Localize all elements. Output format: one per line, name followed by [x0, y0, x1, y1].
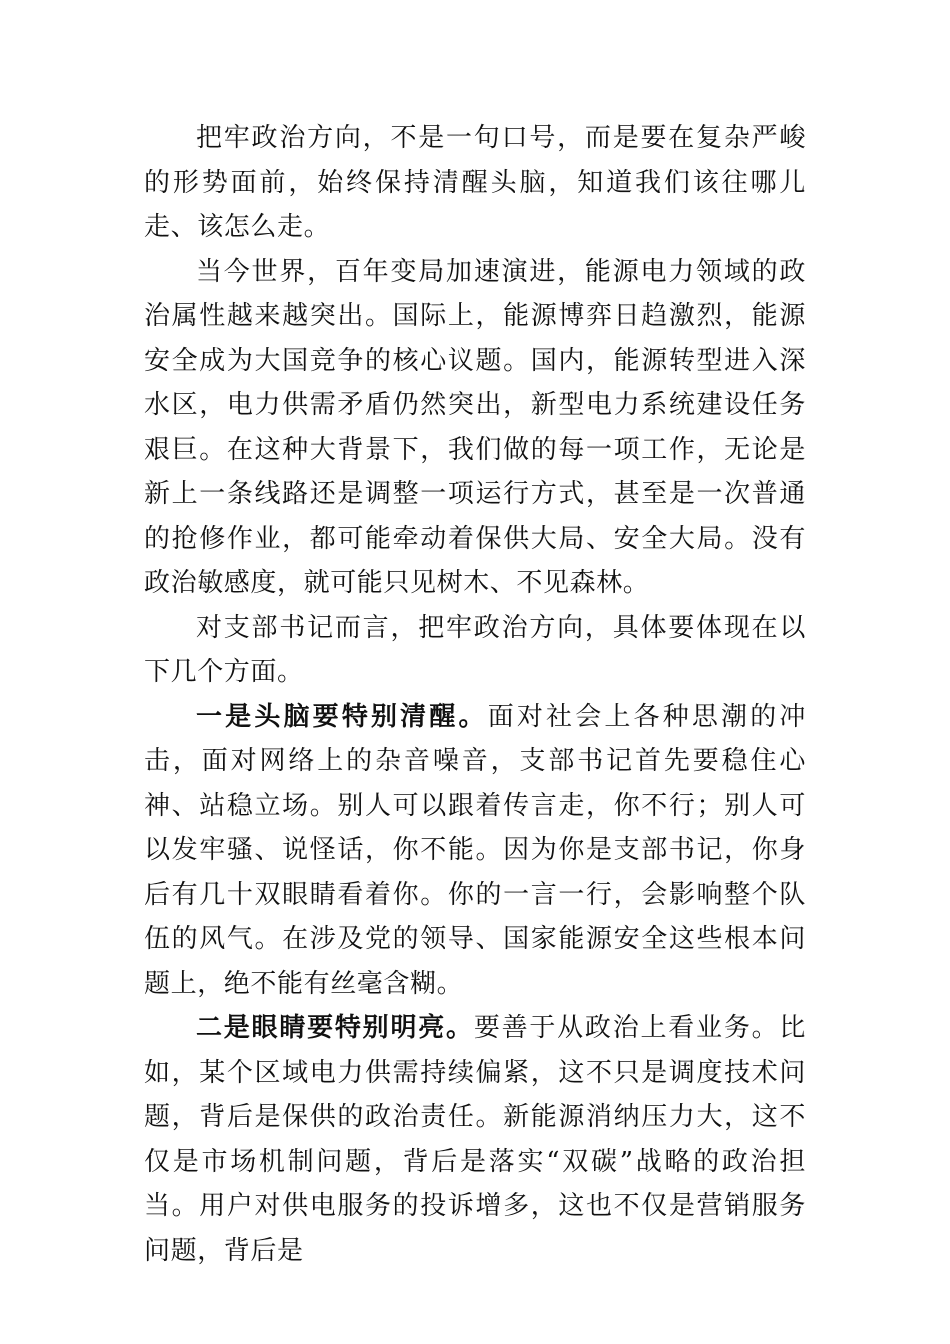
paragraph-text: 面对社会上各种思潮的冲击，面对网络上的杂音噪音，支部书记首先要稳住心神、站稳立场。别人可以跟着传言走，你不行；别人可以发牢骚、说怪话，你不能。因为你是支部书记，你身后有几十双眼睛看着你。你的一言一行，会影响整个队伍的风气。在涉及党的领导、国家能源安全这些根本问题上，绝不能有丝毫含糊。 — [144, 701, 806, 999]
paragraph-lead-bold: 一是头脑要特别清醒。 — [196, 701, 488, 732]
paragraph-4 — [144, 695, 806, 1007]
paragraph-text: 要善于从政治上看业务。比如，某个区域电力供需持续偏紧，这不只是调度技术问题，背后是保供的政治责任。新能源消纳压力大，这不仅是市场机制问题，背后是落实“双碳”战略的政治担当。用户对供电服务的投诉增多，这也不仅是营销服务问题，背后是 — [144, 1013, 806, 1266]
paragraph-text: 对支部书记而言，把牢政治方向，具体要体现在以下几个方面。 — [144, 612, 806, 687]
paragraph-2 — [144, 250, 806, 606]
paragraph-text: 把牢政治方向，不是一句口号，而是要在复杂严峻的形势面前，始终保持清醒头脑，知道我们该往哪儿走、该怎么走。 — [144, 123, 806, 242]
document-body — [144, 116, 806, 1273]
paragraph-text: 当今世界，百年变局加速演进，能源电力领域的政治属性越来越突出。国际上，能源博弈日趋激烈，能源安全成为大国竞争的核心议题。国内，能源转型进入深水区，电力供需矛盾仍然突出，新型电力系统建设任务艰巨。在这种大背景下，我们做的每一项工作，无论是新上一条线路还是调整一项运行方式，甚至是一次普通的抢修作业，都可能牵动着保供大局、安全大局。没有政治敏感度，就可能只见树木、不见森林。 — [144, 256, 806, 598]
paragraph-lead-bold: 二是眼睛要特别明亮。 — [196, 1013, 474, 1043]
paragraph-3 — [144, 606, 806, 695]
paragraph-1 — [144, 116, 806, 250]
paragraph-5 — [144, 1006, 806, 1273]
